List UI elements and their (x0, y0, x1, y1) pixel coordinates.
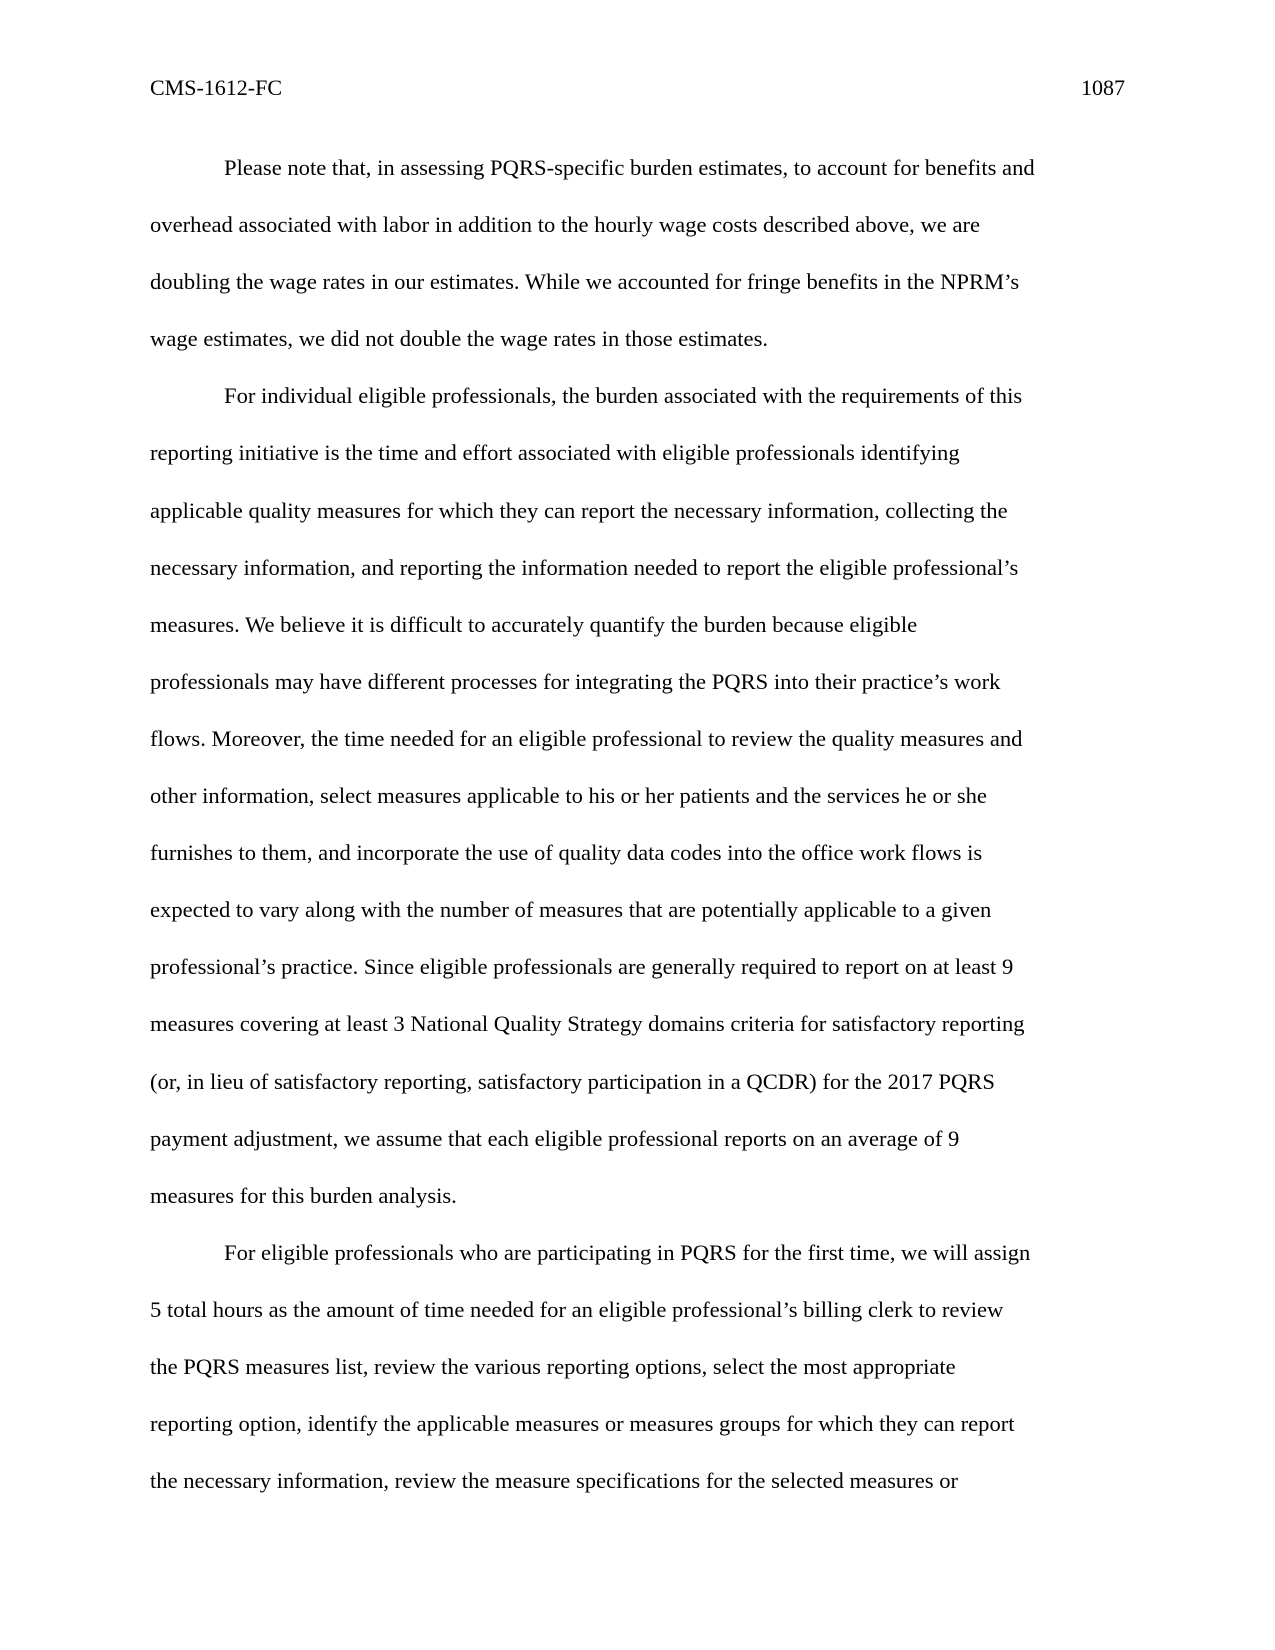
text-line: measures for this burden analysis. (150, 1182, 457, 1208)
text-line: reporting option, identify the applicable measures or measures groups for which they can report (150, 1411, 1015, 1437)
text-line: payment adjustment, we assume that each eligible professional reports on an average of 9 (150, 1125, 960, 1151)
text-line: applicable quality measures for which they can report the necessary information, collecting the (150, 497, 1008, 523)
text-line: flows. Moreover, the time needed for an eligible professional to review the quality measures and (150, 725, 1023, 751)
text-line: For individual eligible professionals, the burden associated with the requirements of this (224, 383, 1023, 409)
text-line: the necessary information, review the measure specifications for the selected measures or (150, 1468, 959, 1494)
text-line: doubling the wage rates in our estimates. While we accounted for fringe benefits in the NPRM’s (150, 269, 1020, 295)
text-line: necessary information, and reporting the information needed to report the eligible professional’s (150, 554, 1019, 580)
text-line: the PQRS measures list, review the various reporting options, select the most appropriate (150, 1353, 956, 1379)
text-line: For eligible professionals who are participating in PQRS for the first time, we will assign (224, 1239, 1031, 1265)
text-line: measures covering at least 3 National Quality Strategy domains criteria for satisfactory reporting (150, 1011, 1025, 1037)
text-line: expected to vary along with the number of measures that are potentially applicable to a given (150, 897, 992, 923)
text-line: measures. We believe it is difficult to accurately quantify the burden because eligible (150, 611, 918, 637)
document-id: CMS-1612-FC (150, 75, 283, 100)
document-body (150, 139, 1132, 1509)
text-line: 5 total hours as the amount of time needed for an eligible professional’s billing clerk to review (150, 1296, 1004, 1322)
text-line: professional’s practice. Since eligible professionals are generally required to report on at least 9 (150, 954, 1014, 980)
text-line: reporting initiative is the time and effort associated with eligible professionals identifying (150, 440, 960, 466)
paragraph-individual-burden (150, 367, 1132, 1223)
page-header (150, 72, 1125, 104)
text-line: overhead associated with labor in addition to the hourly wage costs described above, we are (150, 212, 981, 238)
text-line: (or, in lieu of satisfactory reporting, satisfactory participation in a QCDR) for the 2017 PQRS (150, 1068, 995, 1094)
text-line: other information, select measures applicable to his or her patients and the services he or she (150, 783, 987, 809)
text-line: furnishes to them, and incorporate the use of quality data codes into the office work flows is (150, 840, 983, 866)
paragraph-wage-rates (150, 139, 1132, 367)
text-line: professionals may have different processes for integrating the PQRS into their practice’s work (150, 668, 1001, 694)
paragraph-first-time-participants (150, 1224, 1132, 1509)
page-number: 1087 (1081, 75, 1125, 100)
text-line: wage estimates, we did not double the wage rates in those estimates. (150, 326, 769, 352)
text-line: Please note that, in assessing PQRS-specific burden estimates, to account for benefits and (224, 155, 1035, 180)
